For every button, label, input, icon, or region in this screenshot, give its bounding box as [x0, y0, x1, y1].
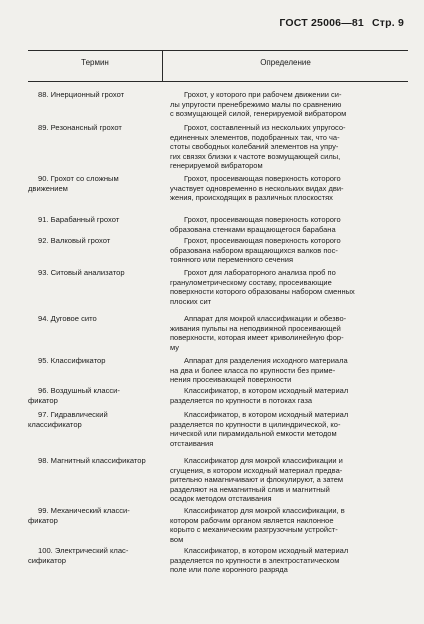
term-cell [28, 314, 158, 324]
definition-line: гих связях близки к частоте возмущающей силы, [170, 151, 341, 161]
definition-line: разделяется по крупности в цилиндрической, ко- [170, 419, 341, 429]
term-text: 92. Валковый грохот [38, 236, 111, 245]
standard-number: ГОСТ 25006—81 [279, 17, 364, 29]
definition-line: нения просеивающей поверхности [170, 375, 292, 384]
definition-line: Классификатор, в котором исходный материал [184, 410, 349, 419]
definition-line: Грохот, у которого при рабочем движении си- [184, 90, 342, 99]
definition-line: жения, происходящих в различных плоскостях [170, 193, 333, 202]
definition-cell [170, 410, 406, 448]
term-text: движением [28, 183, 68, 193]
definition-line: Грохот, составленный из нескольких упругосо- [184, 123, 346, 132]
definition-line: отстаивания [170, 438, 214, 448]
definition-line: Грохот, просеивающая поверхность которого [184, 215, 341, 224]
term-text: 96. Воздушный класси- [38, 386, 120, 395]
term-text: 91. Барабанный грохот [38, 215, 120, 224]
definition-line: корыто с механическим разгрузочным устройст- [170, 525, 338, 534]
definition-line: Грохот, просеивающая поверхность которого [184, 236, 341, 245]
definition-line: Аппарат для мокрой классификации и обезво- [184, 314, 347, 323]
definition-line: генерируемой вибратором [170, 161, 263, 170]
column-header-definition: Определение [260, 58, 311, 67]
definition-cell [170, 236, 406, 265]
definition-line: участвует одновременно в нескольких видах дви- [170, 183, 344, 193]
term-text: 99. Механический класси- [38, 506, 130, 515]
definition-cell [170, 90, 406, 119]
definition-line: разделяют на немагнитный слив и магнитный [170, 484, 330, 494]
term-text: 90. Грохот со сложным [38, 174, 119, 183]
definition-line: с возмущающей силой, генерируемой вибратором [170, 109, 347, 118]
term-cell [28, 386, 158, 405]
page-header [279, 17, 404, 29]
definition-line: рительно намагничивают и флокулируют, а затем [170, 475, 344, 484]
definition-cell [170, 268, 406, 306]
definition-cell [170, 123, 406, 171]
term-text: сификатор [28, 555, 66, 565]
term-text: фикатор [28, 515, 58, 525]
definition-cell [170, 314, 406, 352]
definition-line: Классификатор, в котором исходный материал [184, 386, 349, 395]
definition-line: образована стенками вращающегося барабана [170, 224, 336, 234]
term-text: 95. Классификатор [38, 356, 106, 365]
definition-line: Грохот для лабораторного анализа проб по [184, 268, 336, 277]
definition-line: на два и более класса по крупности без приме- [170, 365, 336, 375]
term-cell [28, 236, 158, 246]
definition-cell [170, 215, 406, 234]
definition-line: му [170, 342, 179, 352]
definition-line: вом [170, 534, 184, 544]
term-text: 88. Инерционный грохот [38, 90, 125, 99]
definition-line: единенных элементов, подобранных так, что ча- [170, 132, 340, 142]
term-text: 89. Резонансный грохот [38, 123, 122, 132]
definition-line: разделяется по крупности в электростатическом [170, 555, 340, 565]
definition-line: поверхности которого образованы набором сменных [170, 287, 355, 296]
term-cell [28, 174, 158, 193]
header-bottom-rule [28, 81, 408, 82]
term-cell [28, 546, 158, 565]
definition-line: нической или пирамидальной емкости методом [170, 429, 337, 438]
term-cell [28, 506, 158, 525]
term-text: классификатор [28, 419, 82, 429]
term-text: 98. Магнитный классификатор [38, 456, 146, 465]
definition-cell [170, 386, 406, 405]
term-cell [28, 90, 158, 100]
term-cell [28, 356, 158, 366]
term-text: 94. Дуговое сито [38, 314, 97, 323]
term-cell [28, 215, 158, 225]
definition-line: сгущения, в котором исходный материал предва- [170, 465, 343, 475]
definition-cell [170, 356, 406, 385]
term-text: 100. Электрический клас- [38, 546, 129, 555]
definition-line: котором рабочим органом является наклонное [170, 515, 334, 525]
term-cell [28, 268, 158, 278]
definition-line: Классификатор для мокрой классификации, в [184, 506, 345, 515]
definition-line: лы упругости пренебрежимо малы по сравнению [170, 99, 342, 109]
definition-line: поле или поле коронного разряда [170, 565, 288, 574]
definition-line: Аппарат для разделения исходного материала [184, 356, 348, 365]
definition-line: живания пульпы на неподвижной просеивающей [170, 323, 341, 333]
term-cell [28, 456, 158, 466]
term-text: фикатор [28, 395, 58, 405]
definition-cell [170, 546, 406, 575]
definition-cell [170, 174, 406, 203]
column-header-term: Термин [81, 58, 109, 67]
term-cell [28, 410, 158, 429]
term-cell [28, 123, 158, 133]
term-text: 97. Гидравлический [38, 410, 108, 419]
page-number: Стр. 9 [371, 17, 404, 29]
definition-line: образована набором вращающихся валков пос- [170, 245, 338, 255]
definition-line: поверхности, которая имеет криволинейную фор- [170, 333, 344, 342]
definition-line: осадок методом отстаивания [170, 494, 272, 503]
term-text: 93. Ситовый анализатор [38, 268, 125, 277]
definition-line: разделяется по крупности в потоках газа [170, 395, 313, 405]
definition-line: стоты свободных колебаний элементов на упру- [170, 142, 339, 151]
definition-line: Грохот, просеивающая поверхность которого [184, 174, 341, 183]
definition-line: тоянного или переменного сечения [170, 255, 294, 264]
definition-line: Классификатор для мокрой классификации и [184, 456, 343, 465]
definition-line: гранулометрическому составу, просеивающие [170, 277, 332, 287]
definition-cell [170, 506, 406, 544]
definition-line: плоских сит [170, 296, 212, 306]
definition-line: Классификатор, в котором исходный материал [184, 546, 349, 555]
definition-cell [170, 456, 406, 504]
table-top-rule [28, 50, 408, 51]
